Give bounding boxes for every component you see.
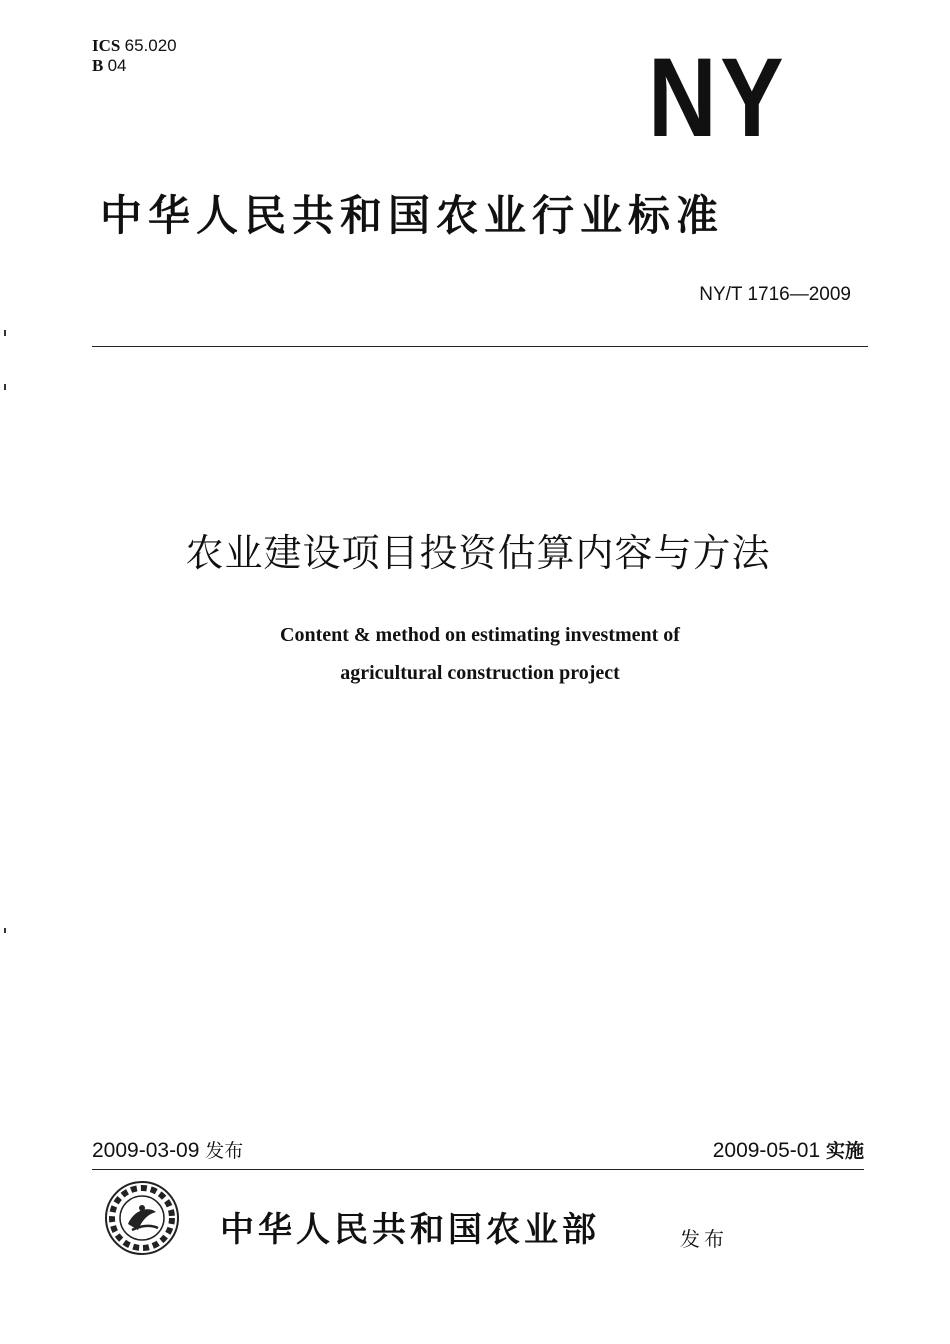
scan-edge-mark [4, 330, 6, 336]
scan-edge-mark [4, 928, 6, 933]
bottom-divider [92, 1169, 864, 1170]
ics-prefix: ICS [92, 36, 121, 55]
implement-date: 2009-05-01 [712, 1139, 821, 1162]
ministry-emblem-icon [104, 1180, 180, 1256]
ny-logo: NY [648, 35, 788, 160]
ccs-line [92, 56, 177, 76]
ccs-code: 04 [107, 56, 127, 75]
implement-date-block [713, 1138, 864, 1164]
document-title-en [0, 616, 950, 692]
ics-code: 65.020 [124, 36, 177, 55]
publish-label: 发布 [680, 1227, 728, 1251]
document-title-en-line2: agricultural construction project [340, 662, 620, 684]
classification-block [92, 36, 177, 76]
ccs-prefix: B [92, 56, 104, 75]
implement-label: 实施 [825, 1140, 864, 1162]
publisher-name: 中华人民共和国农业部 [220, 1210, 600, 1250]
document-title-en-line1: Content & method on estimating investment of [280, 624, 680, 646]
issue-date: 2009-03-09 [92, 1139, 200, 1162]
issue-date-block [92, 1138, 243, 1164]
scan-edge-mark [4, 384, 6, 390]
issue-label: 发布 [205, 1140, 244, 1162]
document-title-cn: 农业建设项目投资估算内容与方法 [185, 531, 771, 575]
standard-org-title: 中华人民共和国农业行业标准 [100, 191, 725, 240]
standard-code: NY/T 1716—2009 [699, 284, 851, 305]
top-divider [92, 346, 868, 347]
ics-line [92, 36, 177, 56]
